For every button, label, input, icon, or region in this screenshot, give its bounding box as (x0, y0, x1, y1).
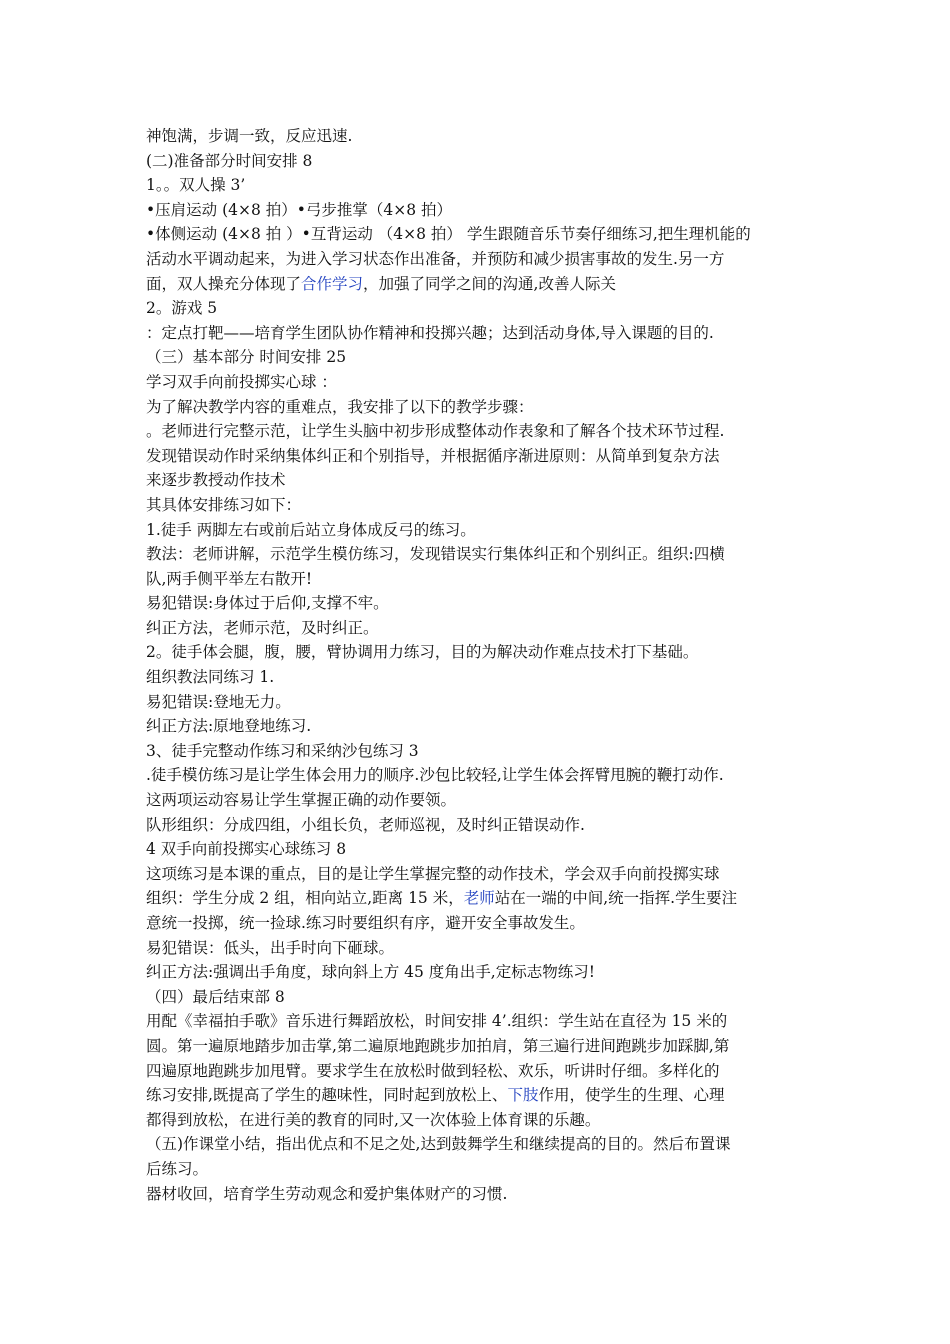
text-segment: 队形组织：分成四组，小组长负，老师巡视，及时纠正错误动作. (146, 815, 585, 834)
inline-link[interactable]: 老师 (463, 889, 495, 908)
text-line (146, 444, 812, 469)
text-segment: 神饱满，步调一致，反应迅速. (146, 127, 353, 145)
text-line (146, 788, 812, 813)
text-segment: 学习双手向前投掷实心球 ： (146, 372, 337, 391)
text-segment: •体侧运动 (4×8 拍 ）•互背运动 （4×8 拍） 学生跟随音乐节奏仔细练习,把生理机能的 (146, 225, 751, 244)
text-line (146, 985, 812, 1010)
text-segment: 圆。第一遍原地踏步加击掌,第二遍原地跑跳步加拍肩，第三遍行进间跑跳步加踩脚,第 (146, 1036, 730, 1055)
text-line (146, 616, 812, 641)
text-line (146, 690, 812, 715)
text-line (146, 591, 812, 616)
text-line (146, 837, 812, 862)
text-segment: 1。。双人操 3’ (146, 176, 246, 195)
text-segment: 面，双人操充分体现了 (146, 274, 302, 293)
text-segment: 队,两手侧平举左右散开! (146, 569, 313, 588)
text-segment: 这项练习是本课的重点，目的是让学生掌握完整的动作技术，学会双手向前投掷实球 (146, 864, 720, 883)
text-segment: （四）最后结束部 8 (146, 987, 285, 1006)
text-line (146, 296, 812, 321)
text-line (146, 1108, 812, 1133)
text-line (146, 542, 812, 567)
text-segment: 教法：老师讲解，示范学生模仿练习，发现错误实行集体纠正和个别纠正。组织:四横 (146, 545, 725, 564)
text-segment: 。老师进行完整示范，让学生头脑中初步形成整体动作表象和了解各个技术环节过程. (146, 422, 725, 441)
text-segment: (二)准备部分时间安排 8 (146, 151, 313, 170)
text-line (146, 345, 812, 370)
text-segment: 2。徒手体会腿，腹，腰，臂协调用力练习，目的为解决动作难点技术打下基础。 (146, 643, 699, 662)
text-segment: 发现错误动作时采纳集体纠正和个别指导，并根据循序渐进原则：从简单到复杂方法 (146, 446, 720, 465)
text-line (146, 173, 812, 198)
text-segment: ：定点打靶——培育学生团队协作精神和投掷兴趣；达到活动身体,导入课题的目的. (146, 323, 714, 342)
text-segment: 4 双手向前投掷实心球练习 8 (146, 840, 347, 859)
text-segment: 为了解决教学内容的重难点，我安排了以下的教学步骤： (146, 397, 534, 416)
text-segment: 易犯错误:登地无力。 (146, 692, 291, 711)
text-segment: 组织：学生分成 2 组，相向站立,距离 15 米， (146, 889, 464, 908)
document-page (146, 124, 812, 1206)
text-line (146, 124, 812, 149)
text-segment: （三）基本部分 时间安排 25 (146, 348, 347, 367)
text-segment: 活动水平调动起来，为进入学习状态作出准备，并预防和减少损害事故的发生.另一方 (146, 249, 725, 268)
text-segment: 纠正方法:原地登地练习. (146, 717, 312, 736)
text-line (146, 419, 812, 444)
text-line (146, 1034, 812, 1059)
text-line (146, 272, 812, 297)
text-line (146, 911, 812, 936)
text-line (146, 1083, 812, 1108)
text-segment: 站在一端的中间,统一指挥.学生要注 (494, 889, 738, 908)
inline-link[interactable]: 合作学习 (301, 274, 364, 293)
text-segment: 其具体安排练习如下： (146, 495, 302, 514)
text-segment: ，加强了同学之间的沟通,改善人际关 (363, 274, 616, 293)
text-segment: 来逐步教授动作技术 (146, 471, 286, 490)
text-segment: 后练习。 (146, 1159, 209, 1178)
text-line (146, 149, 812, 174)
text-segment: 都得到放松，在进行美的教育的同时,又一次体验上体育课的乐趣。 (146, 1110, 601, 1129)
text-segment: 意统一投掷，统一捡球.练习时要组织有序，避开安全事故发生。 (146, 914, 585, 932)
text-line (146, 1157, 812, 1182)
text-line (146, 1009, 812, 1034)
text-segment: 器材收回，培育学生劳动观念和爱护集体财产的习惯. (146, 1184, 508, 1203)
text-segment: 2。游戏 5 (146, 299, 218, 318)
text-line (146, 763, 812, 788)
text-line (146, 567, 812, 592)
text-segment: 易犯错误:身体过于后仰,支撑不牢。 (146, 594, 389, 613)
text-line (146, 321, 812, 346)
text-line (146, 936, 812, 961)
text-line (146, 468, 812, 493)
text-segment: 易犯错误：低头，出手时向下砸球。 (146, 938, 395, 957)
text-line (146, 739, 812, 764)
text-segment: 练习安排,既提高了学生的趣味性，同时起到放松上、 (146, 1086, 508, 1105)
text-line (146, 665, 812, 690)
text-line (146, 1132, 812, 1157)
text-segment: 纠正方法，老师示范，及时纠正。 (146, 618, 379, 637)
text-line (146, 395, 812, 420)
text-line (146, 886, 812, 911)
text-line (146, 222, 812, 247)
text-segment: 3、徒手完整动作练习和采纳沙包练习 3 (146, 741, 419, 760)
text-line (146, 714, 812, 739)
text-segment: 这两项运动容易让学生掌握正确的动作要领。 (146, 791, 457, 810)
text-segment: 作用，使学生的生理、心理 (538, 1086, 725, 1105)
text-line (146, 518, 812, 543)
text-line (146, 1059, 812, 1084)
text-segment: 1.徒手 两脚左右或前后站立身体成反弓的练习。 (146, 520, 476, 539)
text-line (146, 198, 812, 223)
text-segment: .徒手模仿练习是让学生体会用力的顺序.沙包比较轻,让学生体会挥臂甩腕的鞭打动作. (146, 766, 724, 785)
text-line (146, 493, 812, 518)
text-line (146, 813, 812, 838)
inline-link[interactable]: 下肢 (507, 1086, 539, 1105)
text-segment: （五)作课堂小结，指出优点和不足之处,达到鼓舞学生和继续提高的目的。然后布置课 (146, 1135, 731, 1154)
text-line (146, 640, 812, 665)
text-line (146, 247, 812, 272)
text-segment: 组织教法同练习 1. (146, 668, 275, 687)
text-segment: 用配《幸福拍手歌》音乐进行舞蹈放松，时间安排 4’.组织：学生站在直径为 15 米的 (146, 1012, 728, 1031)
text-segment: 四遍原地跑跳步加甩臂。要求学生在放松时做到轻松、欢乐，听讲时仔细。多样化的 (146, 1061, 720, 1080)
text-segment: •压肩运动 (4×8 拍）•弓步推掌（4×8 拍） (146, 200, 453, 219)
text-line (146, 960, 812, 985)
text-line (146, 862, 812, 887)
text-segment: 纠正方法:强调出手角度，球向斜上方 45 度角出手,定标志物练习! (146, 963, 595, 982)
text-line (146, 370, 812, 395)
text-line (146, 1182, 812, 1207)
